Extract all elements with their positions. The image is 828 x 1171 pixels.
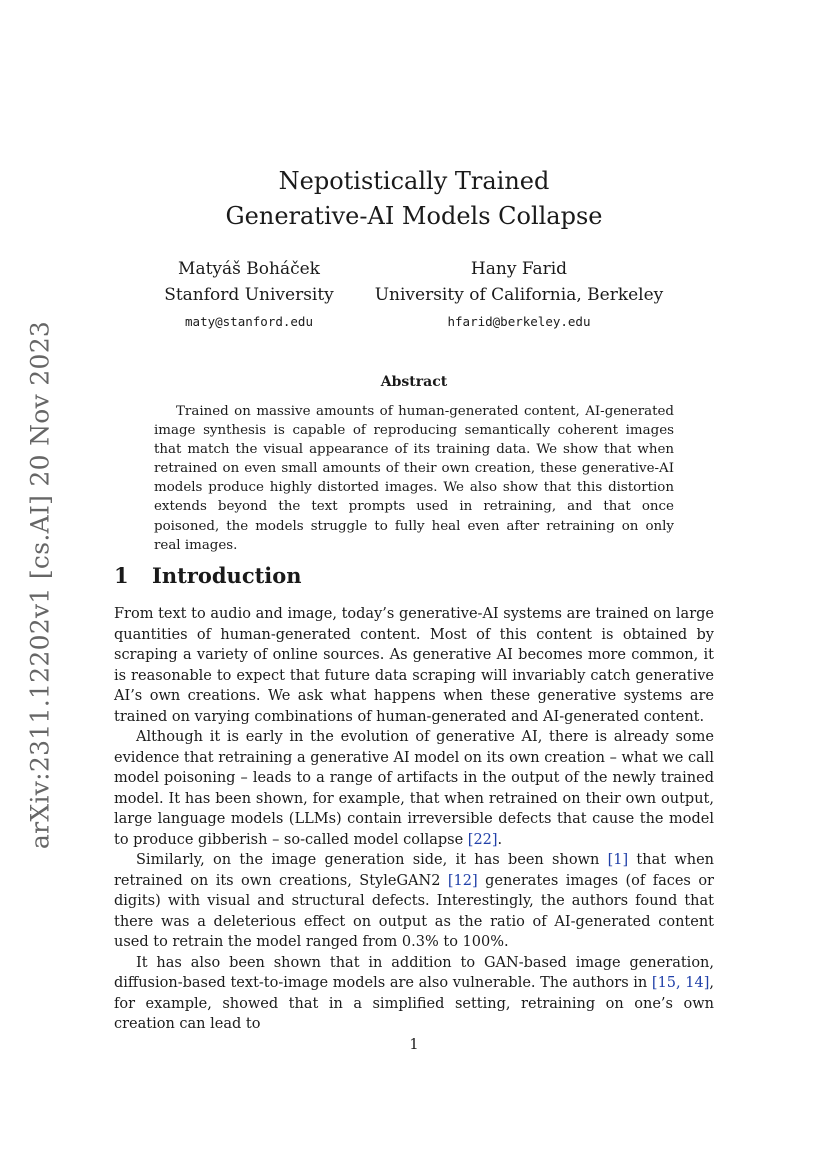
arxiv-stamp: arXiv:2311.12202v1 [cs.AI] 20 Nov 2023 xyxy=(25,320,55,850)
paragraph-3-text-a: Similarly, on the image generation side, it has been shown xyxy=(136,852,608,868)
paper-title-line-1: Nepotistically Trained xyxy=(278,167,550,195)
section-heading xyxy=(114,563,302,588)
page-number: 1 xyxy=(409,1037,419,1053)
citation-link-12[interactable]: [12] xyxy=(447,872,478,889)
section-title: Introduction xyxy=(152,563,302,588)
author-1-name: Matyáš Boháček xyxy=(178,259,320,279)
introduction-body xyxy=(114,604,714,1035)
author-1-affiliation: Stanford University xyxy=(164,285,334,305)
paragraph-2 xyxy=(114,727,714,850)
paragraph-3 xyxy=(114,850,714,953)
paragraph-4-text-a: It has also been shown that in addition to GAN-based image generation, diffusion-based text-to-image models are also vulnerable. The authors in xyxy=(114,954,714,991)
abstract-paragraph: Trained on massive amounts of human-generated content, AI-generated image synthesis is capable of reproducing semantically coherent images that match the visual appearance of its training data. We show that when retrained on even small amounts of their own creation, these generative-AI models produce highly distorted images. We also show that this distortion extends beyond the text prompts used in retraining, and that once poisoned, the models struggle to fully heal even after retraining on only real images. xyxy=(154,404,674,553)
paragraph-3-text-c: generates images (of faces or digits) with visual and structural defects. Interestingly, the authors found that there was a deleterious effect on output as the ratio of AI-generated content used to retrain the model ranged from 0.3% to 100%. xyxy=(114,872,714,950)
section-number: 1 xyxy=(114,563,129,588)
author-1-email[interactable]: maty@stanford.edu xyxy=(185,314,313,329)
paper-title-line-2: Generative-AI Models Collapse xyxy=(225,202,603,230)
paragraph-1: From text to audio and image, today’s generative-AI systems are trained on large quantities of human-generated content. Most of this content is obtained by scraping a variety of online sources. As generative AI becomes more common, it is reasonable to expect that future data scraping will invariably catch generative AI’s own creations. We ask what happens when these generative systems are trained on varying combinations of human-generated and AI-generated content. xyxy=(114,606,714,725)
paragraph-3-text-b: that when retrained on its own creations, StyleGAN2 xyxy=(114,852,714,889)
author-2-name: Hany Farid xyxy=(470,259,568,279)
author-2-affiliation: University of California, Berkeley xyxy=(374,285,664,305)
paragraph-4-text-b: , for example, showed that in a simplified setting, retraining on one’s own creation can lead to xyxy=(114,975,714,1032)
citation-link-15-14[interactable]: [15, 14] xyxy=(651,975,710,991)
citation-link-1[interactable]: [1] xyxy=(607,852,629,868)
abstract-heading: Abstract xyxy=(380,374,448,390)
author-2-email[interactable]: hfarid@berkeley.edu xyxy=(447,314,591,329)
abstract-body xyxy=(154,402,674,555)
paragraph-2-text-b: . xyxy=(497,831,503,848)
paragraph-4 xyxy=(114,953,714,1035)
paragraph-2-text-a: Although it is early in the evolution of generative AI, there is already some evidence that retraining a generative AI model on its own creation – what we call model poisoning – leads to a range of artifacts in the output of the newly trained model. It has been shown, for example, that when retrained on their own output, large language models (LLMs) contain irreversible defects that cause the model to produce gibberish – so-called model collapse xyxy=(114,729,714,848)
citation-link-22[interactable]: [22] xyxy=(467,831,498,848)
